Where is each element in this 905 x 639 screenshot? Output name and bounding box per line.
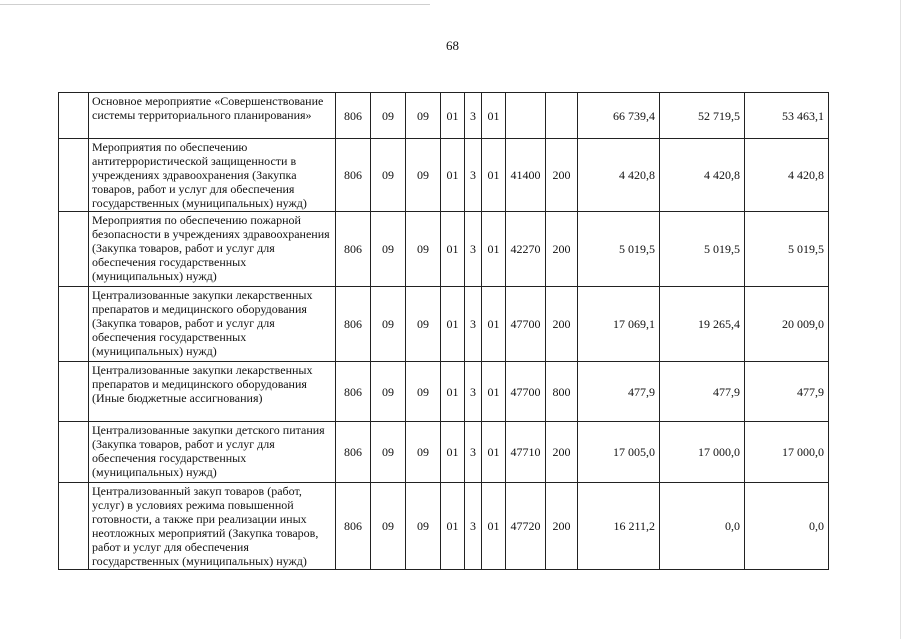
- row-subsection: 09: [406, 93, 441, 139]
- table-row: [59, 483, 829, 570]
- row-program: 01: [441, 422, 465, 483]
- row-program: 01: [441, 139, 465, 212]
- row-expense-type: [546, 93, 578, 139]
- row-direction-code: [506, 93, 546, 139]
- row-amount-year-2: 17 000,0: [660, 422, 745, 483]
- row-amount-year-3: 4 420,8: [745, 139, 829, 212]
- row-number-cell: [59, 139, 89, 212]
- row-section: 09: [371, 287, 406, 362]
- row-section: 09: [371, 483, 406, 570]
- row-amount-year-3: 477,9: [745, 362, 829, 422]
- row-subsection: 09: [406, 139, 441, 212]
- row-ved-code: 806: [336, 139, 371, 212]
- row-direction-code: 47700: [506, 287, 546, 362]
- row-amount-year-3: 0,0: [745, 483, 829, 570]
- row-amount-year-1: 477,9: [578, 362, 660, 422]
- row-expense-type: 200: [546, 483, 578, 570]
- row-subsection: 09: [406, 362, 441, 422]
- row-amount-year-2: 5 019,5: [660, 212, 745, 287]
- row-subprogram: 3: [465, 362, 482, 422]
- row-amount-year-2: 19 265,4: [660, 287, 745, 362]
- row-amount-year-2: 0,0: [660, 483, 745, 570]
- row-amount-year-2: 477,9: [660, 362, 745, 422]
- row-subprogram: 3: [465, 139, 482, 212]
- row-subprogram: 3: [465, 287, 482, 362]
- row-description: Мероприятия по обеспечению пожарной безопасности в учреждениях здравоохранения (Закупка товаров, работ и услуг для обеспечения государственных (муниципальных) нужд): [89, 212, 336, 287]
- row-description: Централизованные закупки лекарственных препаратов и медицинского оборудования (Закупка товаров, работ и услуг для обеспечения государственных (муниципальных) нужд): [89, 287, 336, 362]
- row-subsection: 09: [406, 212, 441, 287]
- row-expense-type: 200: [546, 139, 578, 212]
- row-ved-code: 806: [336, 422, 371, 483]
- row-expense-type: 200: [546, 212, 578, 287]
- row-direction-code: 47700: [506, 362, 546, 422]
- row-ved-code: 806: [336, 212, 371, 287]
- table-row: [59, 422, 829, 483]
- row-section: 09: [371, 93, 406, 139]
- row-main-event: 01: [482, 483, 506, 570]
- row-amount-year-2: 4 420,8: [660, 139, 745, 212]
- row-program: 01: [441, 362, 465, 422]
- row-amount-year-1: 4 420,8: [578, 139, 660, 212]
- row-amount-year-3: 53 463,1: [745, 93, 829, 139]
- row-section: 09: [371, 362, 406, 422]
- row-expense-type: 200: [546, 422, 578, 483]
- row-main-event: 01: [482, 212, 506, 287]
- row-amount-year-1: 17 005,0: [578, 422, 660, 483]
- table-row: [59, 287, 829, 362]
- row-number-cell: [59, 362, 89, 422]
- table-row: [59, 93, 829, 139]
- row-direction-code: 42270: [506, 212, 546, 287]
- row-main-event: 01: [482, 287, 506, 362]
- row-direction-code: 41400: [506, 139, 546, 212]
- row-number-cell: [59, 212, 89, 287]
- row-main-event: 01: [482, 139, 506, 212]
- top-divider: [0, 4, 430, 5]
- row-amount-year-1: 16 211,2: [578, 483, 660, 570]
- row-program: 01: [441, 483, 465, 570]
- page-edge: [900, 0, 901, 639]
- table-row: [59, 212, 829, 287]
- row-subsection: 09: [406, 287, 441, 362]
- row-ved-code: 806: [336, 362, 371, 422]
- row-amount-year-3: 5 019,5: [745, 212, 829, 287]
- row-subsection: 09: [406, 483, 441, 570]
- row-subprogram: 3: [465, 212, 482, 287]
- row-ved-code: 806: [336, 483, 371, 570]
- row-ved-code: 806: [336, 93, 371, 139]
- row-program: 01: [441, 287, 465, 362]
- row-section: 09: [371, 139, 406, 212]
- row-number-cell: [59, 93, 89, 139]
- row-main-event: 01: [482, 93, 506, 139]
- row-subprogram: 3: [465, 483, 482, 570]
- row-number-cell: [59, 483, 89, 570]
- row-amount-year-1: 5 019,5: [578, 212, 660, 287]
- row-amount-year-1: 66 739,4: [578, 93, 660, 139]
- row-program: 01: [441, 212, 465, 287]
- row-program: 01: [441, 93, 465, 139]
- row-expense-type: 800: [546, 362, 578, 422]
- page-number: 68: [446, 38, 459, 53]
- row-expense-type: 200: [546, 287, 578, 362]
- table-row: [59, 139, 829, 212]
- row-amount-year-2: 52 719,5: [660, 93, 745, 139]
- row-amount-year-1: 17 069,1: [578, 287, 660, 362]
- row-section: 09: [371, 422, 406, 483]
- table-row: [59, 362, 829, 422]
- row-subsection: 09: [406, 422, 441, 483]
- row-main-event: 01: [482, 362, 506, 422]
- row-section: 09: [371, 212, 406, 287]
- row-description: Мероприятия по обеспечению антитеррористической защищенности в учреждениях здравоохранения (Закупка товаров, работ и услуг для обеспечения государственных (муниципальных) нужд): [89, 139, 336, 212]
- row-description: Централизованные закупки детского питания (Закупка товаров, работ и услуг для обеспечения государственных (муниципальных) нужд): [89, 422, 336, 483]
- row-subprogram: 3: [465, 422, 482, 483]
- row-amount-year-3: 20 009,0: [745, 287, 829, 362]
- budget-table: [58, 92, 829, 570]
- row-subprogram: 3: [465, 93, 482, 139]
- row-direction-code: 47710: [506, 422, 546, 483]
- row-main-event: 01: [482, 422, 506, 483]
- row-description: Централизованный закуп товаров (работ, услуг) в условиях режима повышенной готовности, а также при реализации иных неотложных мероприятий (Закупка товаров, работ и услуг для обеспечения государственных (муниципальных) нужд): [89, 483, 336, 570]
- row-number-cell: [59, 287, 89, 362]
- row-description: Централизованные закупки лекарственных препаратов и медицинского оборудования (Иные бюджетные ассигнования): [89, 362, 336, 422]
- row-ved-code: 806: [336, 287, 371, 362]
- row-amount-year-3: 17 000,0: [745, 422, 829, 483]
- row-description: Основное мероприятие «Совершенствование системы территориального планирования»: [89, 93, 336, 139]
- row-direction-code: 47720: [506, 483, 546, 570]
- row-number-cell: [59, 422, 89, 483]
